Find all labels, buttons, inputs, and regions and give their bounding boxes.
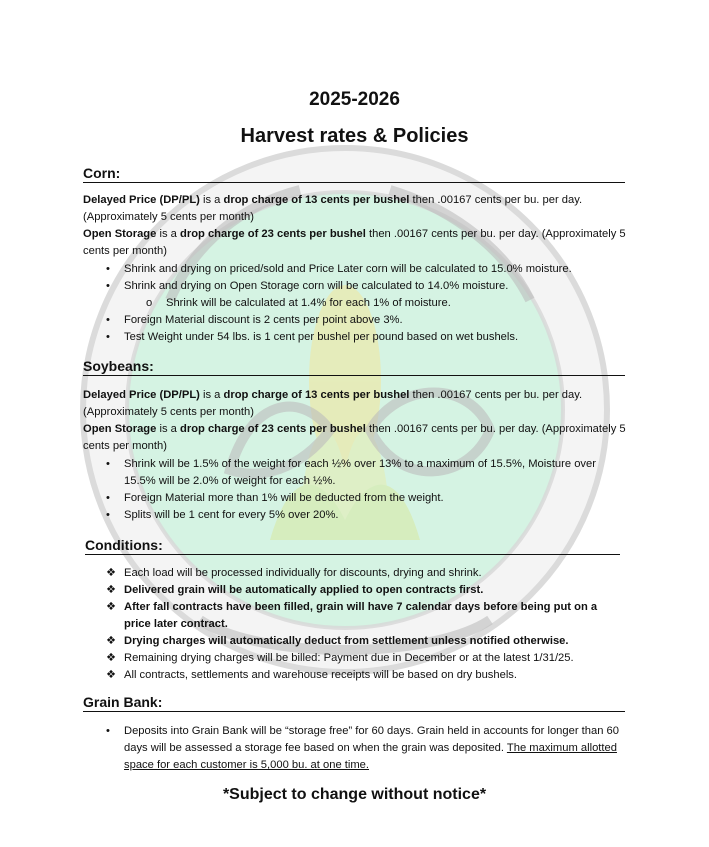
diamond-bullet-icon: ❖ (106, 601, 117, 613)
bullet-icon: • (106, 331, 110, 343)
document-year: 2025-2026 (309, 89, 400, 110)
soybeans-delayed-price: Delayed Price (DP/PL) is a drop charge of 13 cents per bushel then .00167 cents per bu. per day. (Approximately 5 cents per month) (83, 389, 583, 418)
list-item: ❖ After fall contracts have been filled, grain will have 7 calendar days before being put on a price later contract. (106, 601, 598, 630)
bullet-icon: • (106, 492, 110, 504)
list-item: • Foreign Material discount is 2 cents per point above 3%. (104, 312, 624, 329)
list-item: • Foreign Material more than 1% will be deducted from the weight. (104, 490, 624, 507)
list-item: ❖ Each load will be processed individually for discounts, drying and shrink. (104, 565, 624, 582)
list-item: • Splits will be 1 cent for every 5% over 20%. (104, 507, 624, 524)
bullet-icon: • (106, 263, 110, 275)
grain-bank-list (104, 723, 624, 774)
list-item: • Shrink will be 1.5% of the weight for each ½% over 13% to a maximum of 15.5%, Moisture over 15.5% will be 2.0% of weight for each ½%. (106, 458, 596, 487)
list-item: ❖ Drying charges will automatically deduct from settlement unless notified otherwise. (104, 633, 624, 650)
bullet-icon: • (106, 509, 110, 521)
document-title: Harvest rates & Policies (240, 125, 469, 147)
diamond-bullet-icon: ❖ (106, 567, 117, 579)
bullet-icon: • (106, 458, 110, 470)
bullet-icon: • (106, 280, 110, 292)
list-item: • Shrink and drying on priced/sold and Price Later corn will be calculated to 15.0% moisture. (104, 261, 624, 278)
diamond-bullet-icon: ❖ (106, 635, 117, 647)
list-item: ❖ Remaining drying charges will be billed: Payment due in December or at the latest 1/31/25. (104, 650, 624, 667)
corn-heading: Corn: (83, 165, 625, 183)
soybeans-bullets (104, 456, 624, 524)
corn-open-storage: Open Storage is a drop charge of 23 cents per bushel then .00167 cents per bu. per day. (Approximately 5 cents per month) (83, 228, 626, 257)
list-item: • Shrink and drying on Open Storage corn will be calculated to 14.0% moisture. (104, 278, 624, 295)
list-item: • Test Weight under 54 lbs. is 1 cent per bushel per pound based on wet bushels. (104, 329, 624, 346)
soybeans-open-storage: Open Storage is a drop charge of 23 cents per bushel then .00167 cents per bu. per day. (Approximately 5 cents per month) (83, 423, 626, 452)
corn-delayed-price: Delayed Price (DP/PL) is a drop charge of 13 cents per bushel then .00167 cents per bu. per day. (Approximately 5 cents per month) (83, 194, 583, 223)
hollow-bullet-icon: o (146, 297, 153, 309)
grain-bank-heading: Grain Bank: (83, 694, 625, 712)
list-item: • Deposits into Grain Bank will be “storage free” for 60 days. Grain held in accounts for longer than 60 days will be assessed a storage fee based on when the grain was deposited. The maximum allotted space for each customer is 5,000 bu. at one time. (106, 725, 619, 771)
corn-bullets (104, 261, 624, 346)
conditions-heading: Conditions: (85, 537, 620, 555)
diamond-bullet-icon: ❖ (106, 669, 117, 681)
bullet-icon: • (106, 725, 110, 737)
list-item: o Shrink will be calculated at 1.4% for each 1% of moisture. (104, 295, 624, 312)
soybeans-heading: Soybeans: (83, 358, 625, 376)
diamond-bullet-icon: ❖ (106, 584, 117, 596)
list-item: ❖ All contracts, settlements and warehouse receipts will be based on dry bushels. (104, 667, 624, 684)
diamond-bullet-icon: ❖ (106, 652, 117, 664)
list-item: ❖ Delivered grain will be automatically applied to open contracts first. (104, 582, 624, 599)
bullet-icon: • (106, 314, 110, 326)
conditions-list (104, 565, 624, 684)
footer-notice: *Subject to change without notice* (222, 786, 487, 803)
